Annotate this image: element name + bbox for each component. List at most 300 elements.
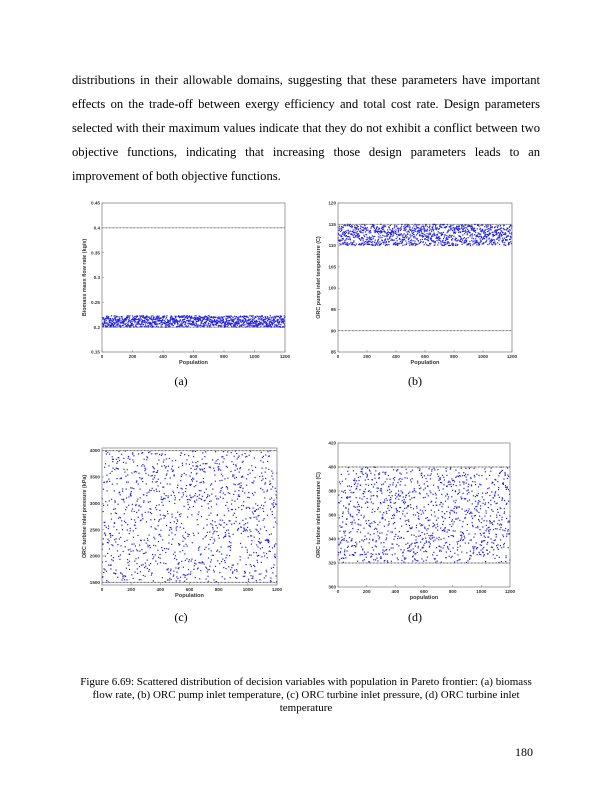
data-point <box>395 495 396 496</box>
data-point <box>402 500 403 501</box>
data-point <box>252 512 253 513</box>
data-point <box>419 519 420 520</box>
data-point <box>368 238 369 239</box>
data-point <box>137 316 138 317</box>
data-point <box>387 560 388 561</box>
data-point <box>364 539 365 540</box>
data-point <box>429 546 430 547</box>
data-point <box>407 236 408 237</box>
data-point <box>501 231 502 232</box>
data-point <box>423 233 424 234</box>
data-point <box>400 227 401 228</box>
data-point <box>128 505 129 506</box>
data-point <box>253 323 254 324</box>
data-point <box>475 501 476 502</box>
data-point <box>250 318 251 319</box>
data-point <box>177 487 178 488</box>
data-point <box>247 527 248 528</box>
data-point <box>261 480 262 481</box>
data-point <box>161 325 162 326</box>
data-point <box>483 540 484 541</box>
data-point <box>200 490 201 491</box>
data-point <box>182 320 183 321</box>
data-point <box>390 236 391 237</box>
data-point <box>484 515 485 516</box>
data-point <box>248 322 249 323</box>
data-point <box>459 489 460 490</box>
x-tick-label: 1000 <box>476 589 487 594</box>
data-point <box>256 517 257 518</box>
data-point <box>496 515 497 516</box>
data-point <box>250 564 251 565</box>
data-point <box>273 316 274 317</box>
y-tick-label: 120 <box>328 200 336 206</box>
data-point <box>211 559 212 560</box>
data-point <box>255 477 256 478</box>
data-point <box>177 526 178 527</box>
data-point <box>106 580 107 581</box>
data-point <box>368 533 369 534</box>
data-point <box>374 230 375 231</box>
data-point <box>351 524 352 525</box>
data-point <box>247 474 248 475</box>
data-point <box>435 502 436 503</box>
data-point <box>504 242 505 243</box>
data-point <box>110 319 111 320</box>
data-point <box>389 489 390 490</box>
data-point <box>396 238 397 239</box>
data-point <box>460 475 461 476</box>
y-tick-label: 360 <box>328 512 336 518</box>
data-point <box>269 455 270 456</box>
data-point <box>484 554 485 555</box>
data-point <box>230 542 231 543</box>
data-point <box>495 539 496 540</box>
data-point <box>379 245 380 246</box>
data-point <box>488 530 489 531</box>
data-point <box>496 517 497 518</box>
data-point <box>163 486 164 487</box>
data-point <box>141 324 142 325</box>
data-point <box>384 526 385 527</box>
data-point <box>359 541 360 542</box>
data-point <box>165 321 166 322</box>
data-point <box>140 571 141 572</box>
data-point <box>373 549 374 550</box>
data-point <box>198 511 199 512</box>
data-point <box>154 475 155 476</box>
data-point <box>458 518 459 519</box>
data-point <box>493 540 494 541</box>
data-point <box>388 234 389 235</box>
data-point <box>151 315 152 316</box>
data-point <box>458 228 459 229</box>
data-point <box>238 494 239 495</box>
data-point <box>440 243 441 244</box>
data-point <box>246 485 247 486</box>
data-point <box>433 505 434 506</box>
data-point <box>125 323 126 324</box>
data-point <box>411 497 412 498</box>
data-point <box>400 507 401 508</box>
data-point <box>463 228 464 229</box>
data-point <box>357 502 358 503</box>
data-point <box>399 473 400 474</box>
data-point <box>490 521 491 522</box>
data-point <box>153 490 154 491</box>
data-point <box>372 540 373 541</box>
data-point <box>164 465 165 466</box>
data-point <box>442 517 443 518</box>
data-point <box>112 468 113 469</box>
data-point <box>375 232 376 233</box>
data-point <box>248 536 249 537</box>
data-point <box>272 324 273 325</box>
data-point <box>237 563 238 564</box>
data-point <box>112 318 113 319</box>
data-point <box>499 244 500 245</box>
data-point <box>339 481 340 482</box>
data-point <box>142 515 143 516</box>
data-point <box>364 236 365 237</box>
data-point <box>468 492 469 493</box>
data-point <box>461 238 462 239</box>
data-point <box>445 468 446 469</box>
data-point <box>157 563 158 564</box>
data-point <box>175 527 176 528</box>
data-point <box>258 531 259 532</box>
data-point <box>225 325 226 326</box>
data-point <box>450 513 451 514</box>
data-point <box>449 230 450 231</box>
data-point <box>429 225 430 226</box>
data-point <box>120 554 121 555</box>
data-point <box>190 319 191 320</box>
data-point <box>149 451 150 452</box>
data-point <box>215 525 216 526</box>
data-point <box>182 325 183 326</box>
data-point <box>119 320 120 321</box>
data-point <box>196 468 197 469</box>
data-point <box>498 549 499 550</box>
data-point <box>167 511 168 512</box>
data-point <box>439 537 440 538</box>
data-point <box>124 321 125 322</box>
data-point <box>279 321 280 322</box>
data-point <box>192 478 193 479</box>
data-point <box>275 557 276 558</box>
data-point <box>418 547 419 548</box>
data-point <box>409 495 410 496</box>
data-point <box>417 482 418 483</box>
data-point <box>193 506 194 507</box>
y-tick-label: 0.3 <box>93 275 100 281</box>
data-point <box>124 513 125 514</box>
data-point <box>417 552 418 553</box>
data-point <box>146 521 147 522</box>
data-point <box>169 484 170 485</box>
data-point <box>441 482 442 483</box>
data-point <box>137 535 138 536</box>
data-point <box>204 468 205 469</box>
data-point <box>491 241 492 242</box>
data-point <box>469 243 470 244</box>
data-point <box>340 483 341 484</box>
data-point <box>251 535 252 536</box>
data-point <box>262 476 263 477</box>
data-point <box>492 226 493 227</box>
data-point <box>423 512 424 513</box>
data-point <box>467 493 468 494</box>
data-point <box>446 531 447 532</box>
data-point <box>190 574 191 575</box>
data-point <box>415 514 416 515</box>
data-point <box>423 489 424 490</box>
data-point <box>116 322 117 323</box>
data-point <box>162 324 163 325</box>
data-point <box>108 323 109 324</box>
data-point <box>358 529 359 530</box>
data-point <box>120 322 121 323</box>
data-point <box>145 512 146 513</box>
subfigure-label-b: (b) <box>408 374 422 388</box>
data-point <box>234 316 235 317</box>
data-point <box>461 242 462 243</box>
data-point <box>459 226 460 227</box>
data-point <box>402 241 403 242</box>
data-point <box>219 563 220 564</box>
data-point <box>169 501 170 502</box>
data-point <box>417 542 418 543</box>
data-point <box>481 518 482 519</box>
data-point <box>496 234 497 235</box>
data-point <box>227 487 228 488</box>
data-point <box>458 472 459 473</box>
data-point <box>365 231 366 232</box>
data-point <box>203 317 204 318</box>
data-point <box>133 543 134 544</box>
data-point <box>203 482 204 483</box>
data-point <box>147 457 148 458</box>
data-point <box>504 508 505 509</box>
data-point <box>379 533 380 534</box>
data-point <box>386 534 387 535</box>
data-point <box>134 519 135 520</box>
data-point <box>276 316 277 317</box>
data-point <box>419 523 420 524</box>
data-point <box>343 505 344 506</box>
data-point <box>278 326 279 327</box>
data-point <box>209 495 210 496</box>
data-point <box>227 451 228 452</box>
data-point <box>107 481 108 482</box>
data-point <box>425 242 426 243</box>
data-point <box>385 232 386 233</box>
data-point <box>349 503 350 504</box>
data-point <box>438 487 439 488</box>
data-point <box>448 482 449 483</box>
data-point <box>485 235 486 236</box>
data-point <box>182 463 183 464</box>
data-point <box>492 547 493 548</box>
data-point <box>392 230 393 231</box>
data-point <box>132 504 133 505</box>
data-point <box>443 488 444 489</box>
data-point <box>347 245 348 246</box>
data-point <box>486 525 487 526</box>
data-point <box>341 558 342 559</box>
data-point <box>379 537 380 538</box>
data-point <box>235 464 236 465</box>
data-point <box>268 551 269 552</box>
data-point <box>175 317 176 318</box>
data-point <box>417 512 418 513</box>
data-point <box>209 532 210 533</box>
data-point <box>446 551 447 552</box>
data-point <box>112 323 113 324</box>
data-point <box>236 453 237 454</box>
data-point <box>224 515 225 516</box>
data-point <box>425 487 426 488</box>
data-point <box>416 226 417 227</box>
data-point <box>353 555 354 556</box>
data-point <box>422 477 423 478</box>
data-point <box>218 325 219 326</box>
data-point <box>350 231 351 232</box>
data-point <box>176 576 177 577</box>
data-point <box>135 545 136 546</box>
data-point <box>361 539 362 540</box>
data-point <box>409 525 410 526</box>
data-point <box>398 545 399 546</box>
data-point <box>369 232 370 233</box>
data-point <box>451 240 452 241</box>
data-point <box>194 495 195 496</box>
data-point <box>140 319 141 320</box>
data-point <box>251 566 252 567</box>
data-point <box>118 556 119 557</box>
data-point <box>223 527 224 528</box>
data-point <box>247 530 248 531</box>
data-point <box>346 550 347 551</box>
data-point <box>415 229 416 230</box>
data-point <box>131 519 132 520</box>
data-point <box>380 511 381 512</box>
data-point <box>208 515 209 516</box>
data-point <box>381 542 382 543</box>
data-point <box>421 524 422 525</box>
data-point <box>363 235 364 236</box>
data-point <box>169 579 170 580</box>
data-point <box>133 324 134 325</box>
data-point <box>251 315 252 316</box>
data-point <box>418 513 419 514</box>
data-point <box>488 531 489 532</box>
data-point <box>103 325 104 326</box>
data-point <box>495 503 496 504</box>
data-point <box>232 317 233 318</box>
data-point <box>414 490 415 491</box>
data-point <box>382 514 383 515</box>
data-point <box>423 497 424 498</box>
data-point <box>224 560 225 561</box>
data-point <box>140 497 141 498</box>
data-point <box>471 485 472 486</box>
data-point <box>263 317 264 318</box>
data-point <box>383 226 384 227</box>
data-point <box>207 532 208 533</box>
data-point <box>460 496 461 497</box>
data-point <box>499 524 500 525</box>
data-point <box>342 481 343 482</box>
data-point <box>424 534 425 535</box>
data-point <box>492 522 493 523</box>
data-point <box>244 453 245 454</box>
data-point <box>171 529 172 530</box>
data-point <box>174 552 175 553</box>
data-point <box>365 473 366 474</box>
data-point <box>261 318 262 319</box>
data-point <box>480 230 481 231</box>
data-point <box>356 486 357 487</box>
data-point <box>126 568 127 569</box>
data-point <box>165 495 166 496</box>
data-point <box>113 557 114 558</box>
data-point <box>122 578 123 579</box>
data-point <box>103 538 104 539</box>
data-point <box>233 320 234 321</box>
data-point <box>400 490 401 491</box>
data-point <box>227 324 228 325</box>
data-point <box>381 532 382 533</box>
data-point <box>479 236 480 237</box>
data-point <box>429 244 430 245</box>
data-point <box>231 316 232 317</box>
data-point <box>281 316 282 317</box>
data-point <box>506 518 507 519</box>
data-point <box>371 495 372 496</box>
data-point <box>199 494 200 495</box>
data-point <box>186 558 187 559</box>
data-point <box>381 228 382 229</box>
data-point <box>410 504 411 505</box>
data-point <box>158 541 159 542</box>
data-point <box>214 470 215 471</box>
data-point <box>435 516 436 517</box>
data-point <box>374 242 375 243</box>
data-point <box>374 236 375 237</box>
data-point <box>182 315 183 316</box>
data-point <box>148 452 149 453</box>
data-point <box>345 233 346 234</box>
data-point <box>408 547 409 548</box>
data-point <box>467 512 468 513</box>
data-point <box>239 496 240 497</box>
data-point <box>240 556 241 557</box>
data-point <box>403 561 404 562</box>
data-point <box>383 225 384 226</box>
data-point <box>180 527 181 528</box>
data-point <box>117 483 118 484</box>
data-point <box>252 576 253 577</box>
data-point <box>105 318 106 319</box>
data-point <box>489 475 490 476</box>
data-point <box>267 515 268 516</box>
data-point <box>366 234 367 235</box>
data-point <box>475 515 476 516</box>
data-point <box>159 504 160 505</box>
data-point <box>386 513 387 514</box>
